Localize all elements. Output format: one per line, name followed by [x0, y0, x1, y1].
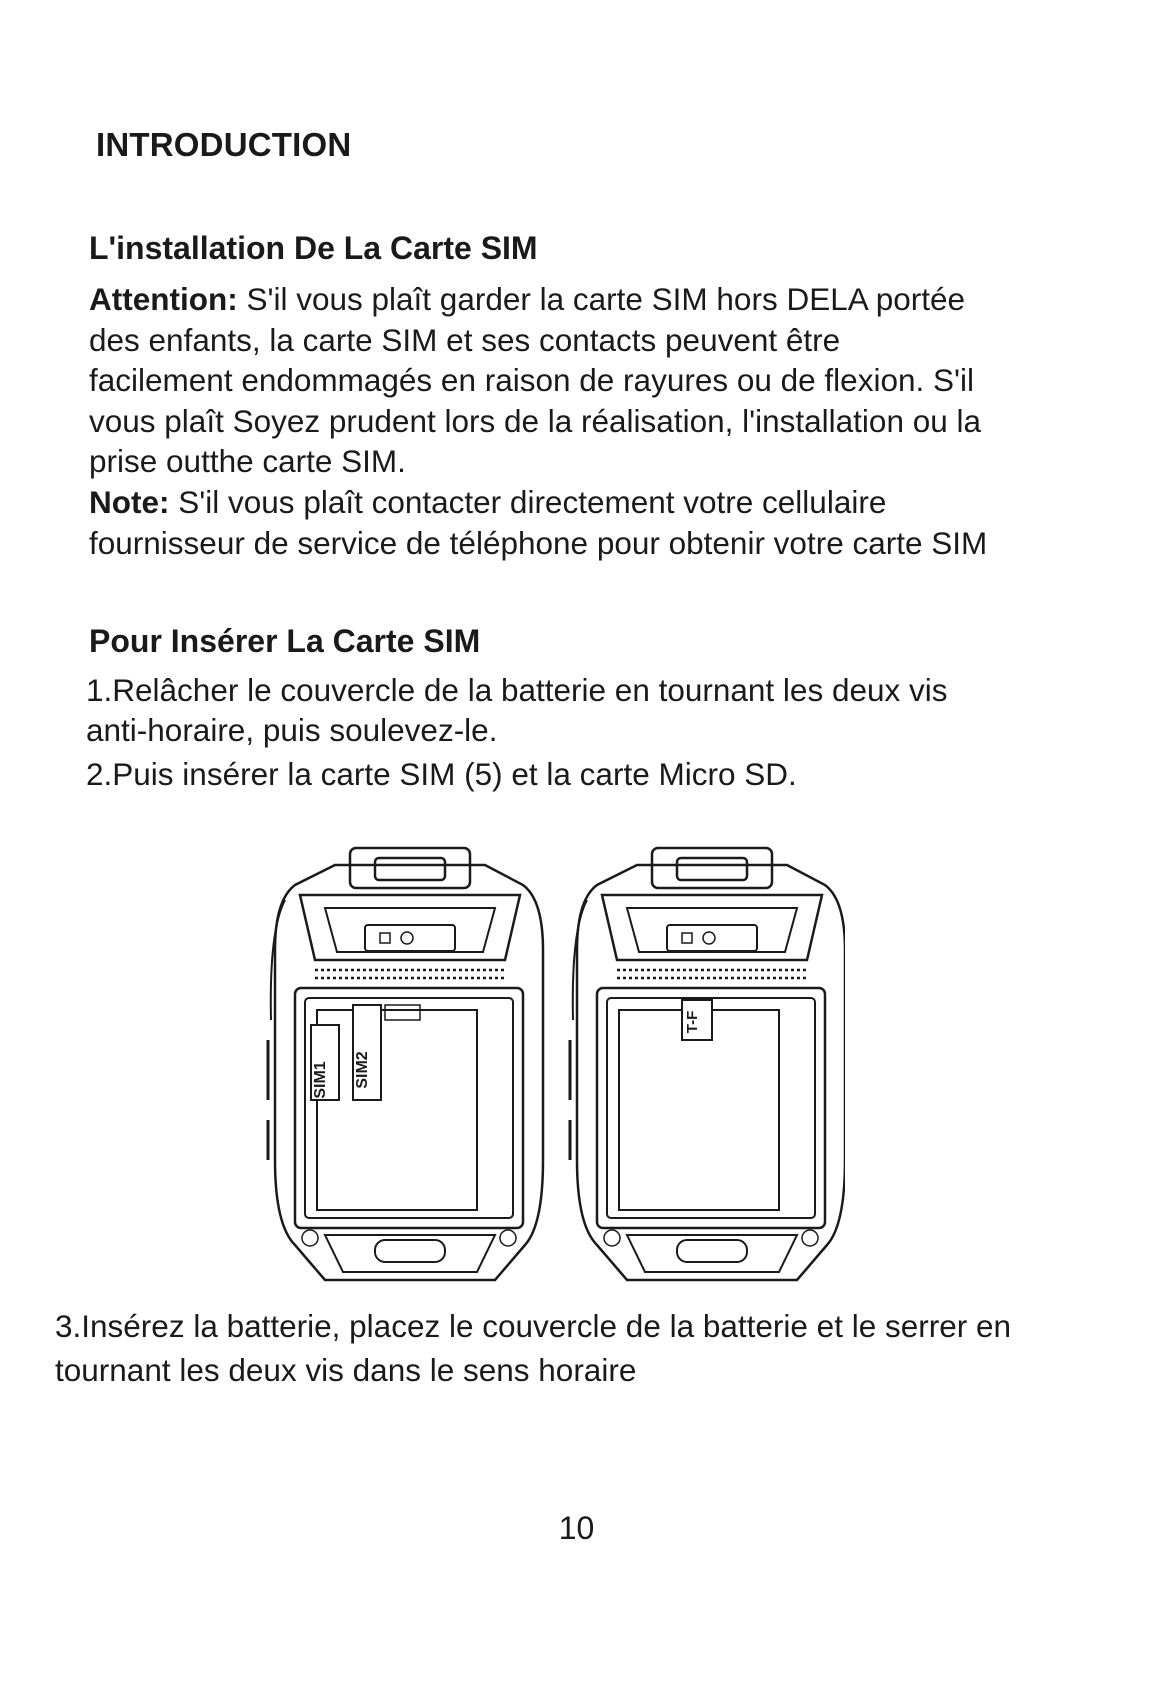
- install-heading: L'installation De La Carte SIM: [89, 230, 538, 266]
- phone-left: [268, 848, 543, 1280]
- attention-label: Attention:: [89, 281, 238, 317]
- step-3: 3.Insérez la batterie, placez le couvercle de la batterie et le serrer en tournant les deux vis dans le sens horaire: [55, 1308, 1012, 1388]
- note-paragraph: [89, 482, 989, 563]
- phone-figure: [255, 840, 845, 1295]
- phone-right: [570, 848, 845, 1280]
- page-number: 10: [558, 1510, 595, 1546]
- attention-paragraph: [89, 279, 989, 482]
- step-1: 1.Relâcher le couvercle de la batterie en tournant les deux vis anti-horaire, puis soulevez-le.: [86, 672, 948, 748]
- note-label: Note:: [89, 484, 170, 520]
- right-slot-label: T-F: [684, 1010, 701, 1034]
- note-text: S'il vous plaît contacter directement votre cellulaire fournisseur de service de téléphone pour obtenir votre carte SIM: [89, 484, 988, 561]
- section-title: INTRODUCTION: [96, 126, 352, 163]
- step-2: 2.Puis insérer la carte SIM (5) et la carte Micro SD.: [86, 756, 797, 792]
- left-slot2-label: SIM2: [354, 1051, 371, 1089]
- left-slot1-label: SIM1: [312, 1061, 329, 1099]
- attention-text: S'il vous plaît garder la carte SIM hors DELA portée des enfants, la carte SIM et ses contacts peuvent être facilement endommagés en raison de rayures ou de flexion. S'il vous plaît Soyez prudent lors de la réalisation, l'installation ou la prise outthe carte SIM.: [89, 281, 982, 479]
- insert-heading: Pour Insérer La Carte SIM: [89, 623, 481, 659]
